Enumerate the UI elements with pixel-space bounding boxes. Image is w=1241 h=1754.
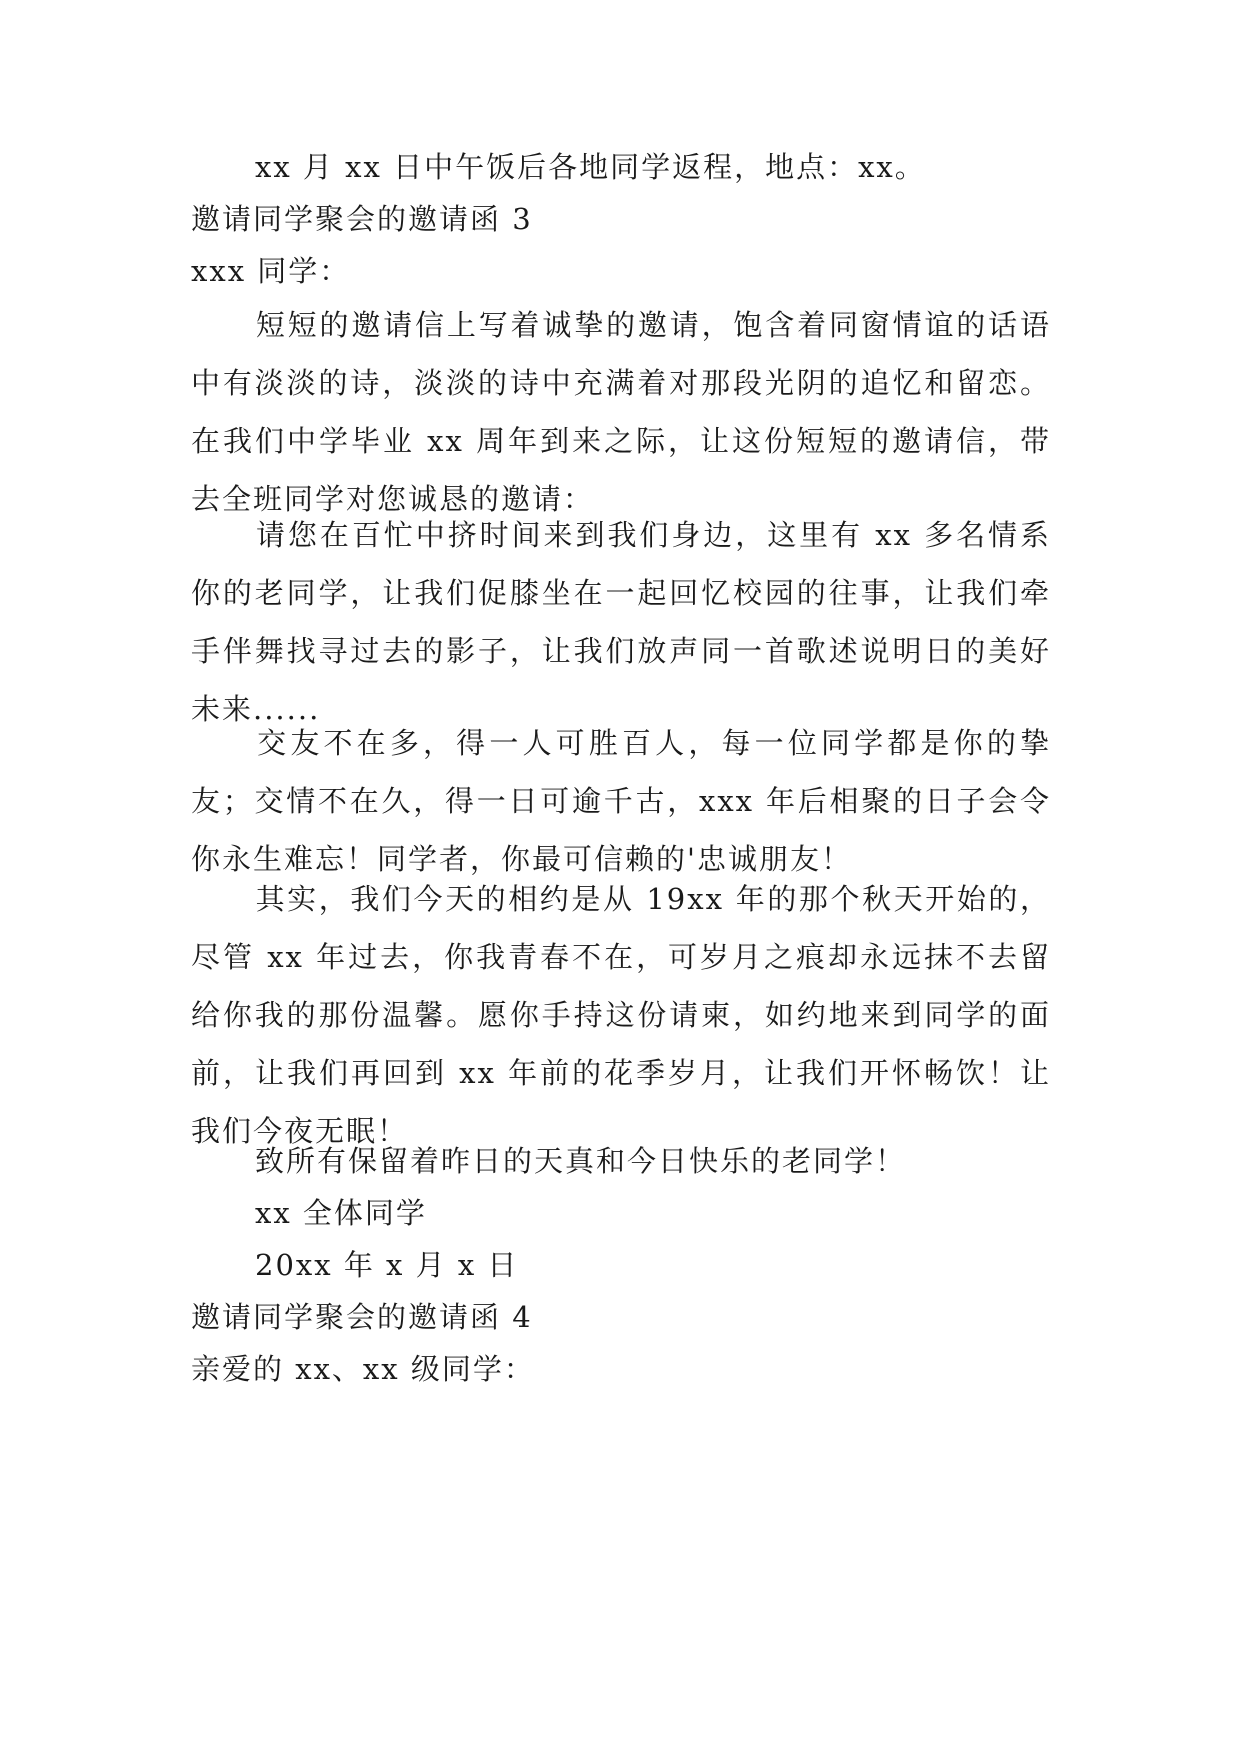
return-info-line: xx 月 xx 日中午饭后各地同学返程，地点：xx。 (255, 150, 926, 184)
paragraph-memories (191, 870, 1051, 1160)
paragraph-text: 其实，我们今天的相约是从 19xx 年的那个秋天开始的，尽管 xx 年过去，你我青春不在，可岁月之痕却永远抹不去留给你我的那份温馨。愿你手持这份请柬，如约地来到同学的面前，让我们再回到 xx 年前的花季岁月，让我们开怀畅饮！让我们今夜无眠！ (191, 882, 1051, 1148)
paragraph-text: 交友不在多，得一人可胜百人，每一位同学都是你的挚友；交情不在久，得一日可逾千古，xxx 年后相聚的日子会令你永生难忘！同学者，你最可信赖的'忠诚朋友！ (191, 726, 1051, 876)
section-heading-4: 邀请同学聚会的邀请函 4 (191, 1300, 533, 1334)
salutation-3: xxx 同学： (191, 254, 351, 288)
signature-line: xx 全体同学 (255, 1196, 427, 1230)
paragraph-come-together (191, 506, 1051, 738)
paragraph-friendship (191, 714, 1051, 888)
closing-line: 致所有保留着昨日的天真和今日快乐的老同学！ (255, 1144, 907, 1178)
paragraph-text: 短短的邀请信上写着诚挚的邀请，饱含着同窗情谊的话语中有淡淡的诗，淡淡的诗中充满着对那段光阴的追忆和留恋。在我们中学毕业 xx 周年到来之际，让这份短短的邀请信，带去全班同学对您诚恳的邀请： (191, 308, 1051, 516)
date-line: 20xx 年 x 月 x 日 (255, 1248, 519, 1282)
paragraph-invitation-intro (191, 296, 1051, 528)
section-heading-3: 邀请同学聚会的邀请函 3 (191, 202, 533, 236)
salutation-4: 亲爱的 xx、xx 级同学： (191, 1352, 535, 1386)
paragraph-text: 请您在百忙中挤时间来到我们身边，这里有 xx 多名情系你的老同学，让我们促膝坐在一起回忆校园的往事，让我们牵手伴舞找寻过去的影子，让我们放声同一首歌述说明日的美好未来...... (191, 518, 1051, 726)
